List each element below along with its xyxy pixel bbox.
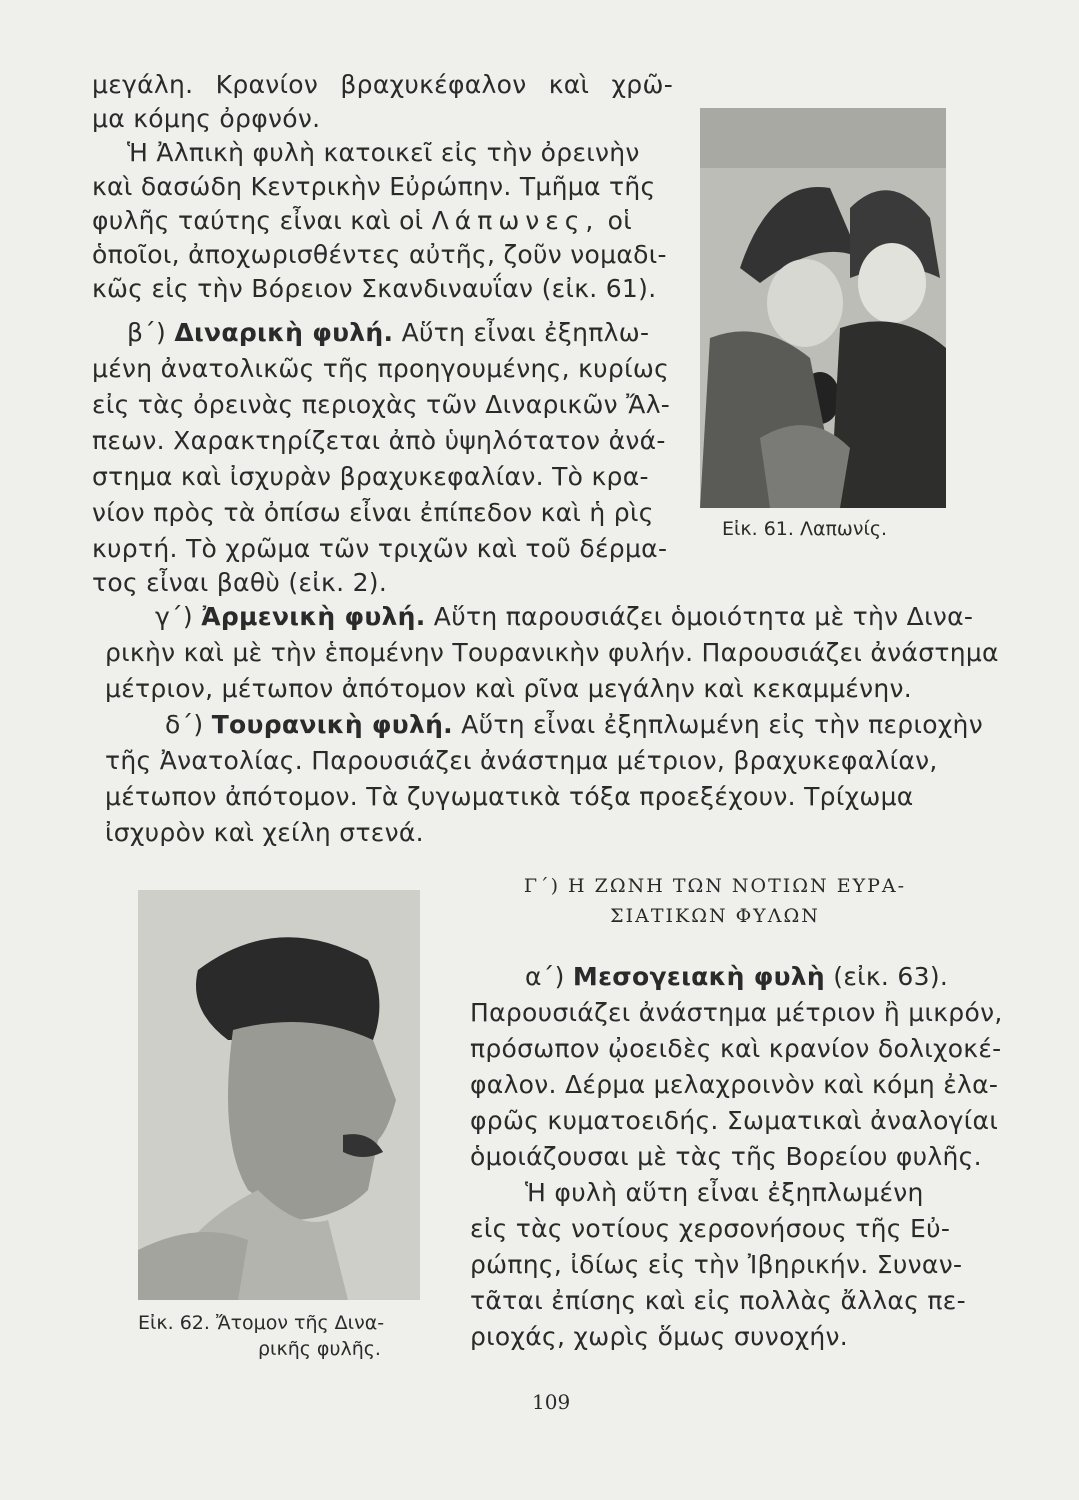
text-line: φαλον. Δέρμα μελαχροινὸν καὶ κόμη ἐλα- — [470, 1070, 999, 1099]
section-label: β΄) — [127, 318, 167, 347]
mediterranean-title: Μεσογειακὴ φυλὴ — [572, 962, 826, 991]
text-line: μέτωπον ἀπότομον. Τὰ ζυγωματικὰ τόξα προεξέχουν. Τρίχωμα — [105, 782, 914, 811]
text-line: ἰσχυρὸν καὶ χείλη στενά. — [105, 818, 424, 847]
text-line: ριοχάς, χωρὶς ὅμως συνοχήν. — [470, 1322, 849, 1351]
figure-61-caption: Εἰκ. 61. Λαπωνίς. — [722, 518, 888, 540]
text-line: μα κόμης ὀρφνόν. — [92, 104, 321, 133]
figure-62-caption: Εἰκ. 62. Ἄτομον τῆς Δινα- — [138, 1312, 385, 1334]
dinaric-title: Διναρικὴ φυλή. — [174, 318, 394, 347]
text-line: καὶ δασώδη Κεντρικὴν Εὐρώπην. Τμῆμα τῆς — [92, 172, 656, 201]
section-label: γ΄) — [155, 602, 193, 631]
text-fragment: Αὕτη εἶναι ἐξηπλω- — [401, 318, 650, 347]
text-line: ὁμοιάζουσαι μὲ τὰς τῆς Βορείου φυλῆς. — [470, 1142, 982, 1171]
section-label: δ΄) — [165, 710, 204, 739]
text-line: πεων. Χαρακτηρίζεται ἀπὸ ὑψηλότατον ἀνά- — [92, 426, 666, 455]
text-line: Ἡ Ἀλπικὴ φυλὴ κατοικεῖ εἰς τὴν ὀρεινὴν — [127, 138, 640, 167]
section-label: α΄) — [525, 962, 565, 991]
text-line: ρώπης, ἰδίως εἰς τὴν Ἰβηρικήν. Συναν- — [470, 1250, 963, 1279]
text-line: μέτριον, μέτωπον ἀπότομον καὶ ρῖνα μεγάλην καὶ κεκαμμένην. — [105, 674, 913, 703]
page-number: 109 — [532, 1390, 571, 1414]
lapp-woman-with-child-icon — [700, 108, 946, 508]
text-line: κῶς εἰς τὴν Βόρειον Σκανδιναυΐαν (εἰκ. 61). — [92, 274, 657, 303]
text-line: μένη ἀνατολικῶς τῆς προηγουμένης, κυρίως — [92, 354, 670, 383]
text-line: Ἡ φυλὴ αὕτη εἶναι ἐξηπλωμένη — [525, 1178, 924, 1207]
text-line: νίον πρὸς τὰ ὀπίσω εἶναι ἐπίπεδον καὶ ἡ ρὶς — [92, 498, 654, 527]
text-line: Παρουσιάζει ἀνάστημα μέτριον ἢ μικρόν, — [470, 998, 1003, 1027]
text-line: τᾶται ἐπίσης καὶ εἰς πολλὰς ἄλλας πε- — [470, 1286, 966, 1315]
figure-62-photo — [138, 890, 420, 1300]
text-line: κυρτή. Τὸ χρῶμα τῶν τριχῶν καὶ τοῦ δέρμα- — [92, 534, 668, 563]
text-line — [92, 206, 632, 236]
text-line — [155, 602, 973, 632]
text-fragment: Αὕτη εἶναι ἐξηπλωμένη εἰς τὴν περιοχὴν — [461, 710, 983, 739]
text-fragment: Αὕτη παρουσιάζει ὁμοιότητα μὲ τὴν Δινα- — [433, 602, 974, 631]
figure-ref: (εἰκ. 63). — [833, 962, 949, 991]
text-line: στημα καὶ ἰσχυρὰν βραχυκεφαλίαν. Τὸ κρα- — [92, 462, 649, 491]
text-line: πρόσωπον ᾠοειδὲς καὶ κρανίον δολιχοκέ- — [470, 1034, 1002, 1063]
text-line: μεγάλη. Κρανίον βραχυκέφαλον καὶ χρῶ- — [92, 70, 674, 99]
spaced-term-lapones: Λάπωνες, — [431, 206, 600, 235]
text-line: τος εἶναι βαθὺ (εἰκ. 2). — [92, 568, 388, 597]
text-line: εἰς τὰς ὀρεινὰς περιοχὰς τῶν Διναρικῶν Ἄλ- — [92, 390, 671, 419]
text-fragment: φυλῆς ταύτης εἶναι καὶ οἱ — [92, 206, 424, 235]
text-line: εἰς τὰς νοτίους χερσονήσους τῆς Εὐ- — [470, 1214, 951, 1243]
text-line — [127, 318, 649, 348]
text-line — [165, 710, 983, 740]
text-fragment: οἱ — [607, 206, 632, 235]
armenian-title: Ἀρμενικὴ φυλή. — [201, 602, 426, 631]
section-heading: Γ΄) Η ΖΩΝΗ ΤΩΝ ΝΟΤΙΩΝ ΕΥΡΑ- — [523, 875, 907, 897]
figure-62-caption: ρικῆς φυλῆς. — [258, 1338, 381, 1360]
text-line: ρικὴν καὶ μὲ τὴν ἑπομένην Τουρανικὴν φυλήν. Παρουσιάζει ἀνάστημα — [105, 638, 999, 667]
figure-61-photo — [700, 108, 946, 508]
turanian-title: Τουρανικὴ φυλή. — [211, 710, 453, 739]
text-line: τῆς Ἀνατολίας. Παρουσιάζει ἀνάστημα μέτριον, βραχυκεφαλίαν, — [105, 746, 938, 775]
text-line: ὁποῖοι, ἀποχωρισθέντες αὐτῆς, ζοῦν νομαδι- — [92, 240, 667, 269]
text-line — [525, 962, 948, 992]
section-heading: ΣΙΑΤΙΚΩΝ ΦΥΛΩΝ — [610, 905, 820, 927]
text-line: φρῶς κυματοειδής. Σωματικαὶ ἀναλογίαι — [470, 1106, 999, 1135]
man-profile-portrait-icon — [138, 890, 420, 1300]
